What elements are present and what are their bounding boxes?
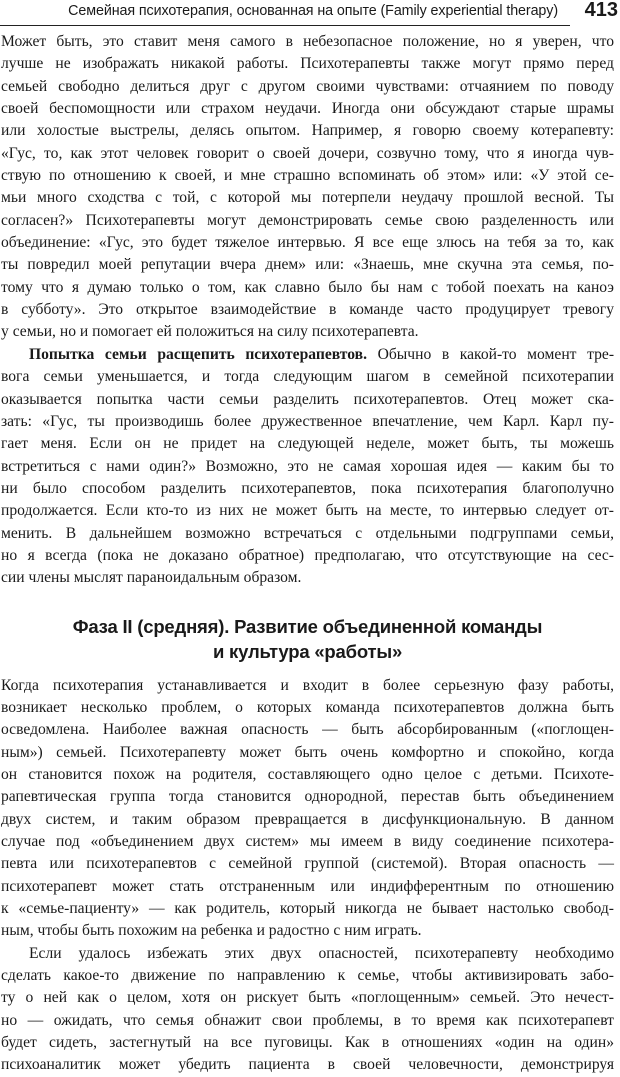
text-line: менить. В дальнейшем возможно встречаться с отдельными подгруппами семьи, [1,524,614,542]
running-head-title: Семейная психотерапия, основанная на опыте (Family experiential therapy) [68,3,558,19]
text-line: или холостые выстрелы, делясь опытом. Например, я говорю своему котерапевту: [1,122,614,140]
text-line: объединение: «Гус, это будет тяжелое интервью. Я все еще злюсь на тебя за то, как [1,234,614,252]
text-line: двух систем, и таким образом превращается в дисфункциональную. В данном [1,810,614,828]
page-body [1,31,614,1077]
text-line: сделать какое-то движение по направлению к семье, чтобы активизировать забо- [1,967,614,985]
text-line: возникает несколько проблем, о которых команда психотерапевтов должна быть [1,698,614,716]
run-in-heading: Попытка семьи расщепить психотерапевтов. [29,345,367,363]
page-number: 413 [584,0,618,21]
text-line [1,344,614,366]
text-line: Может быть, это ставит меня самого в небезопасное положение, но я уверен, что [1,33,614,50]
text-line: лучше не изображать никакой работы. Психотерапевты также могут прямо перед [1,55,614,73]
text-line: сии члены мыслят параноидальным образом. [1,569,302,587]
paragraph-1 [1,31,614,344]
text-line: в субботу». Это открытое взаимодействие в команде часто продуцирует тревогу [1,301,614,319]
text-line: осведомлена. Наиболее важная опасность — быть абсорбированным («поглощен- [1,721,614,739]
text-line: семьей свободно делиться друг с другом своими чувствами: отчаянием по поводу [1,77,614,95]
text-line: ту о ней как о целом, хотя он рискует быть «поглощенным» семьей. Это нечест- [1,989,614,1007]
text-line: зать: «Гус, ты производишь более дружественное впечатление, чем Карл. Карл пу- [1,412,614,430]
section-heading-line: Фаза II (средняя). Развитие объединенной команды [72,615,543,637]
text-line: будет сидеть, застегнутый на все пуговицы. Как в отношениях «один на один» [1,1034,614,1052]
text-line: психотерапевт может стать отстраненным или индифферентным по отношению [1,877,614,895]
text-line: встретиться с нами один?» Возможно, это не самая хорошая идея — каким бы то [1,457,614,475]
text-line: рапевтическая группа тогда становится однородной, перестав быть объединением [1,788,614,806]
text-line: своей беспомощности или страхом неудачи. Иногда они обсуждают старые шрамы [1,100,614,118]
text-line: продолжается. Если кто-то из них не может быть на месте, то интервью следует от- [1,502,614,520]
paragraph-4 [1,943,614,1077]
text-line: случае под «объединением двух систем» мы имеем в виду соединение психотера- [1,833,614,850]
section-heading-line: и культура «работы» [212,640,403,662]
running-head [0,0,620,27]
text-line: но — ожидать, что семья обнажит свои проблемы, в то время как психотерапевт [1,1011,614,1029]
text-line: ным») семьей. Психотерапевту может быть очень комфортно и спокойно, когда [1,743,614,761]
text-line: оказывается попытка части семьи разделить психотерапевтов. Отец может ска- [1,390,614,408]
text-line: согласен?» Психотерапевты могут демонстрировать семье свою разделенность или [1,211,614,229]
text-run: Обычно в какой-то момент тре- [366,345,615,363]
text-line: ты повредил моей репутации вчера днем» или: «Знаешь, мне скучна эта семья, по- [1,256,614,274]
section-heading [1,614,614,664]
text-line: но я всегда (пока не доказано обратное) предполагаю, что отсутствующие на сес- [1,546,614,564]
text-line: тому что я думаю только о том, как славно было бы нам с тобой поехать на каноэ [1,278,614,296]
text-line: к «семье-пациенту» — как родитель, который никогда не бывает настолько свобод- [1,900,614,918]
text-line: Если удалось избежать этих двух опасностей, психотерапевту необходимо [29,944,614,962]
text-line: психоаналитик может убедить пациента в своей человечности, демонстрируя [1,1056,614,1074]
header-rule [0,25,570,26]
text-line: гает меня. Если он не придет на следующей неделе, может быть, ты можешь [1,435,614,453]
text-line: мьи много сходства с той, с которой мы потерпели неудачу прошлой весной. Ты [1,189,614,207]
text-line: он становится похож на родителя, составляющего одно целое с детьми. Психоте- [1,765,614,783]
text-line: «Гус, то, как этот человек говорит о своей дочери, созвучно тому, что я иногда чув- [1,144,614,162]
text-line: ни было способом разделить психотерапевтов, пока психотерапия благополучно [1,479,614,497]
text-line: ным, чтобы быть похожим на ребенка и радостно с ним играть. [1,922,422,940]
text-line: у семьи, но и помогает ей положиться на силу психотерапевта. [1,323,419,341]
text-line: вога семьи уменьшается, и тогда следующим шагом в семейной психотерапии [1,368,614,386]
paragraph-3 [1,675,614,943]
paragraph-2 [1,344,614,590]
text-line: певта или психотерапевтов с семейной группой (системой). Вторая опасность — [1,855,614,873]
text-line: ствую по отношению к своей, и мне страшно вспоминать об этом» или: «У этой се- [1,167,614,185]
text-line: Когда психотерапия устанавливается и входит в более серьезную фазу работы, [1,676,614,694]
